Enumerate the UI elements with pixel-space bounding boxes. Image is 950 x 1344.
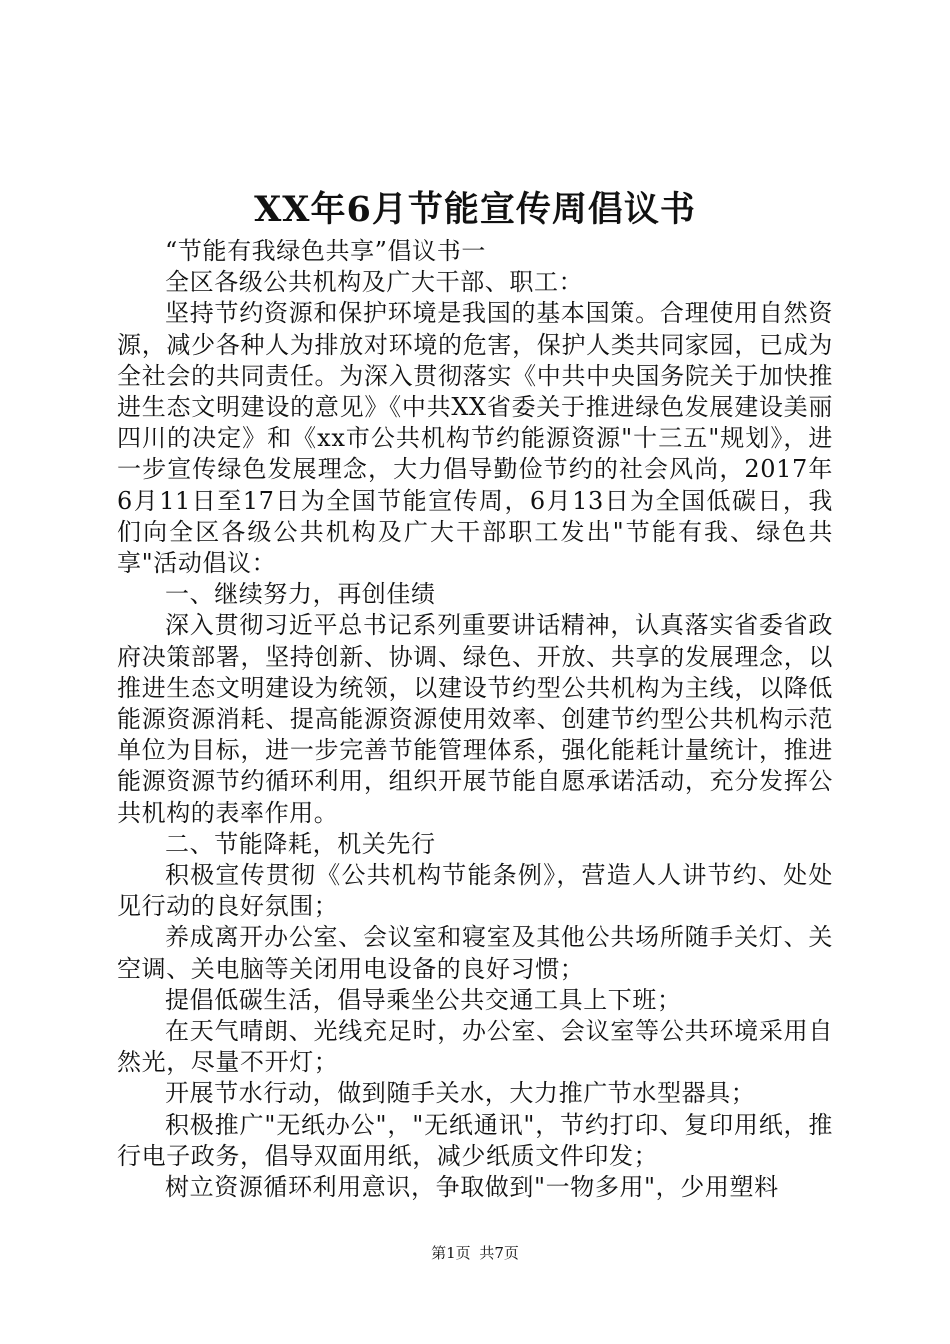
paragraph: 深入贯彻习近平总书记系列重要讲话精神，认真落实省委省政府决策部署，坚持创新、协调、绿色、开放、共享的发展理念，以推进生态文明建设为统领，以建设节约型公共机构为主线，以降低能源资源消耗、提高能源资源使用效率、创建节约型公共机构示范单位为目标，进一步完善节能管理体系，强化能耗计量统计，推进能源资源节约循环利用，组织开展节能自愿承诺活动，充分发挥公共机构的表率作用。	[117, 611, 833, 827]
paragraph: “节能有我绿色共享”倡议书一	[165, 237, 486, 265]
paragraph: 积极宣传贯彻《公共机构节能条例》，营造人人讲节约、处处见行动的良好氛围；	[117, 861, 833, 921]
page-footer	[0, 1243, 950, 1263]
paragraph: 坚持节约资源和保护环境是我国的基本国策。合理使用自然资源，减少各种人为排放对环境的危害，保护人类共同家园，已成为全社会的共同责任。为深入贯彻落实《中共中央国务院关于加快推进生态文明建设的意见》《中共XX省委关于推进绿色发展建设美丽四川的决定》和《xx市公共机构节约能源资源"十三五"规划》，进一步宣传绿色发展理念，大力倡导勤俭节约的社会风尚，2017年6月11日至17日为全国节能宣传周，6月13日为全国低碳日，我们向全区各级公共机构及广大干部职工发出"节能有我、绿色共享"活动倡议：	[117, 299, 833, 578]
page-count: 共7页	[479, 1244, 519, 1262]
section-heading: 二、节能降耗，机关先行	[165, 829, 436, 858]
document-title: XX年6月节能宣传周倡议书	[254, 189, 696, 230]
paragraph: 开展节水行动，做到随手关水，大力推广节水型器具；	[165, 1079, 756, 1108]
section-heading: 一、继续努力，再创佳绩	[165, 580, 436, 609]
paragraph: 提倡低碳生活，倡导乘坐公共交通工具上下班；	[165, 985, 682, 1014]
paragraph: 在天气晴朗、光线充足时，办公室、会议室等公共环境采用自然光，尽量不开灯；	[117, 1017, 833, 1077]
paragraph: 树立资源循环利用意识，争取做到"一物多用"，少用塑料	[165, 1173, 779, 1202]
paragraph: 养成离开办公室、会议室和寝室及其他公共场所随手关灯、关空调、关电脑等关闭用电设备的良好习惯；	[117, 923, 833, 983]
document-body	[117, 236, 833, 1203]
page-number: 第1页	[431, 1244, 471, 1262]
paragraph: 积极推广"无纸办公"，"无纸通讯"，节约打印、复印用纸，推行电子政务，倡导双面用纸，减少纸质文件印发；	[117, 1110, 833, 1170]
paragraph: 全区各级公共机构及广大干部、职工：	[165, 268, 584, 297]
